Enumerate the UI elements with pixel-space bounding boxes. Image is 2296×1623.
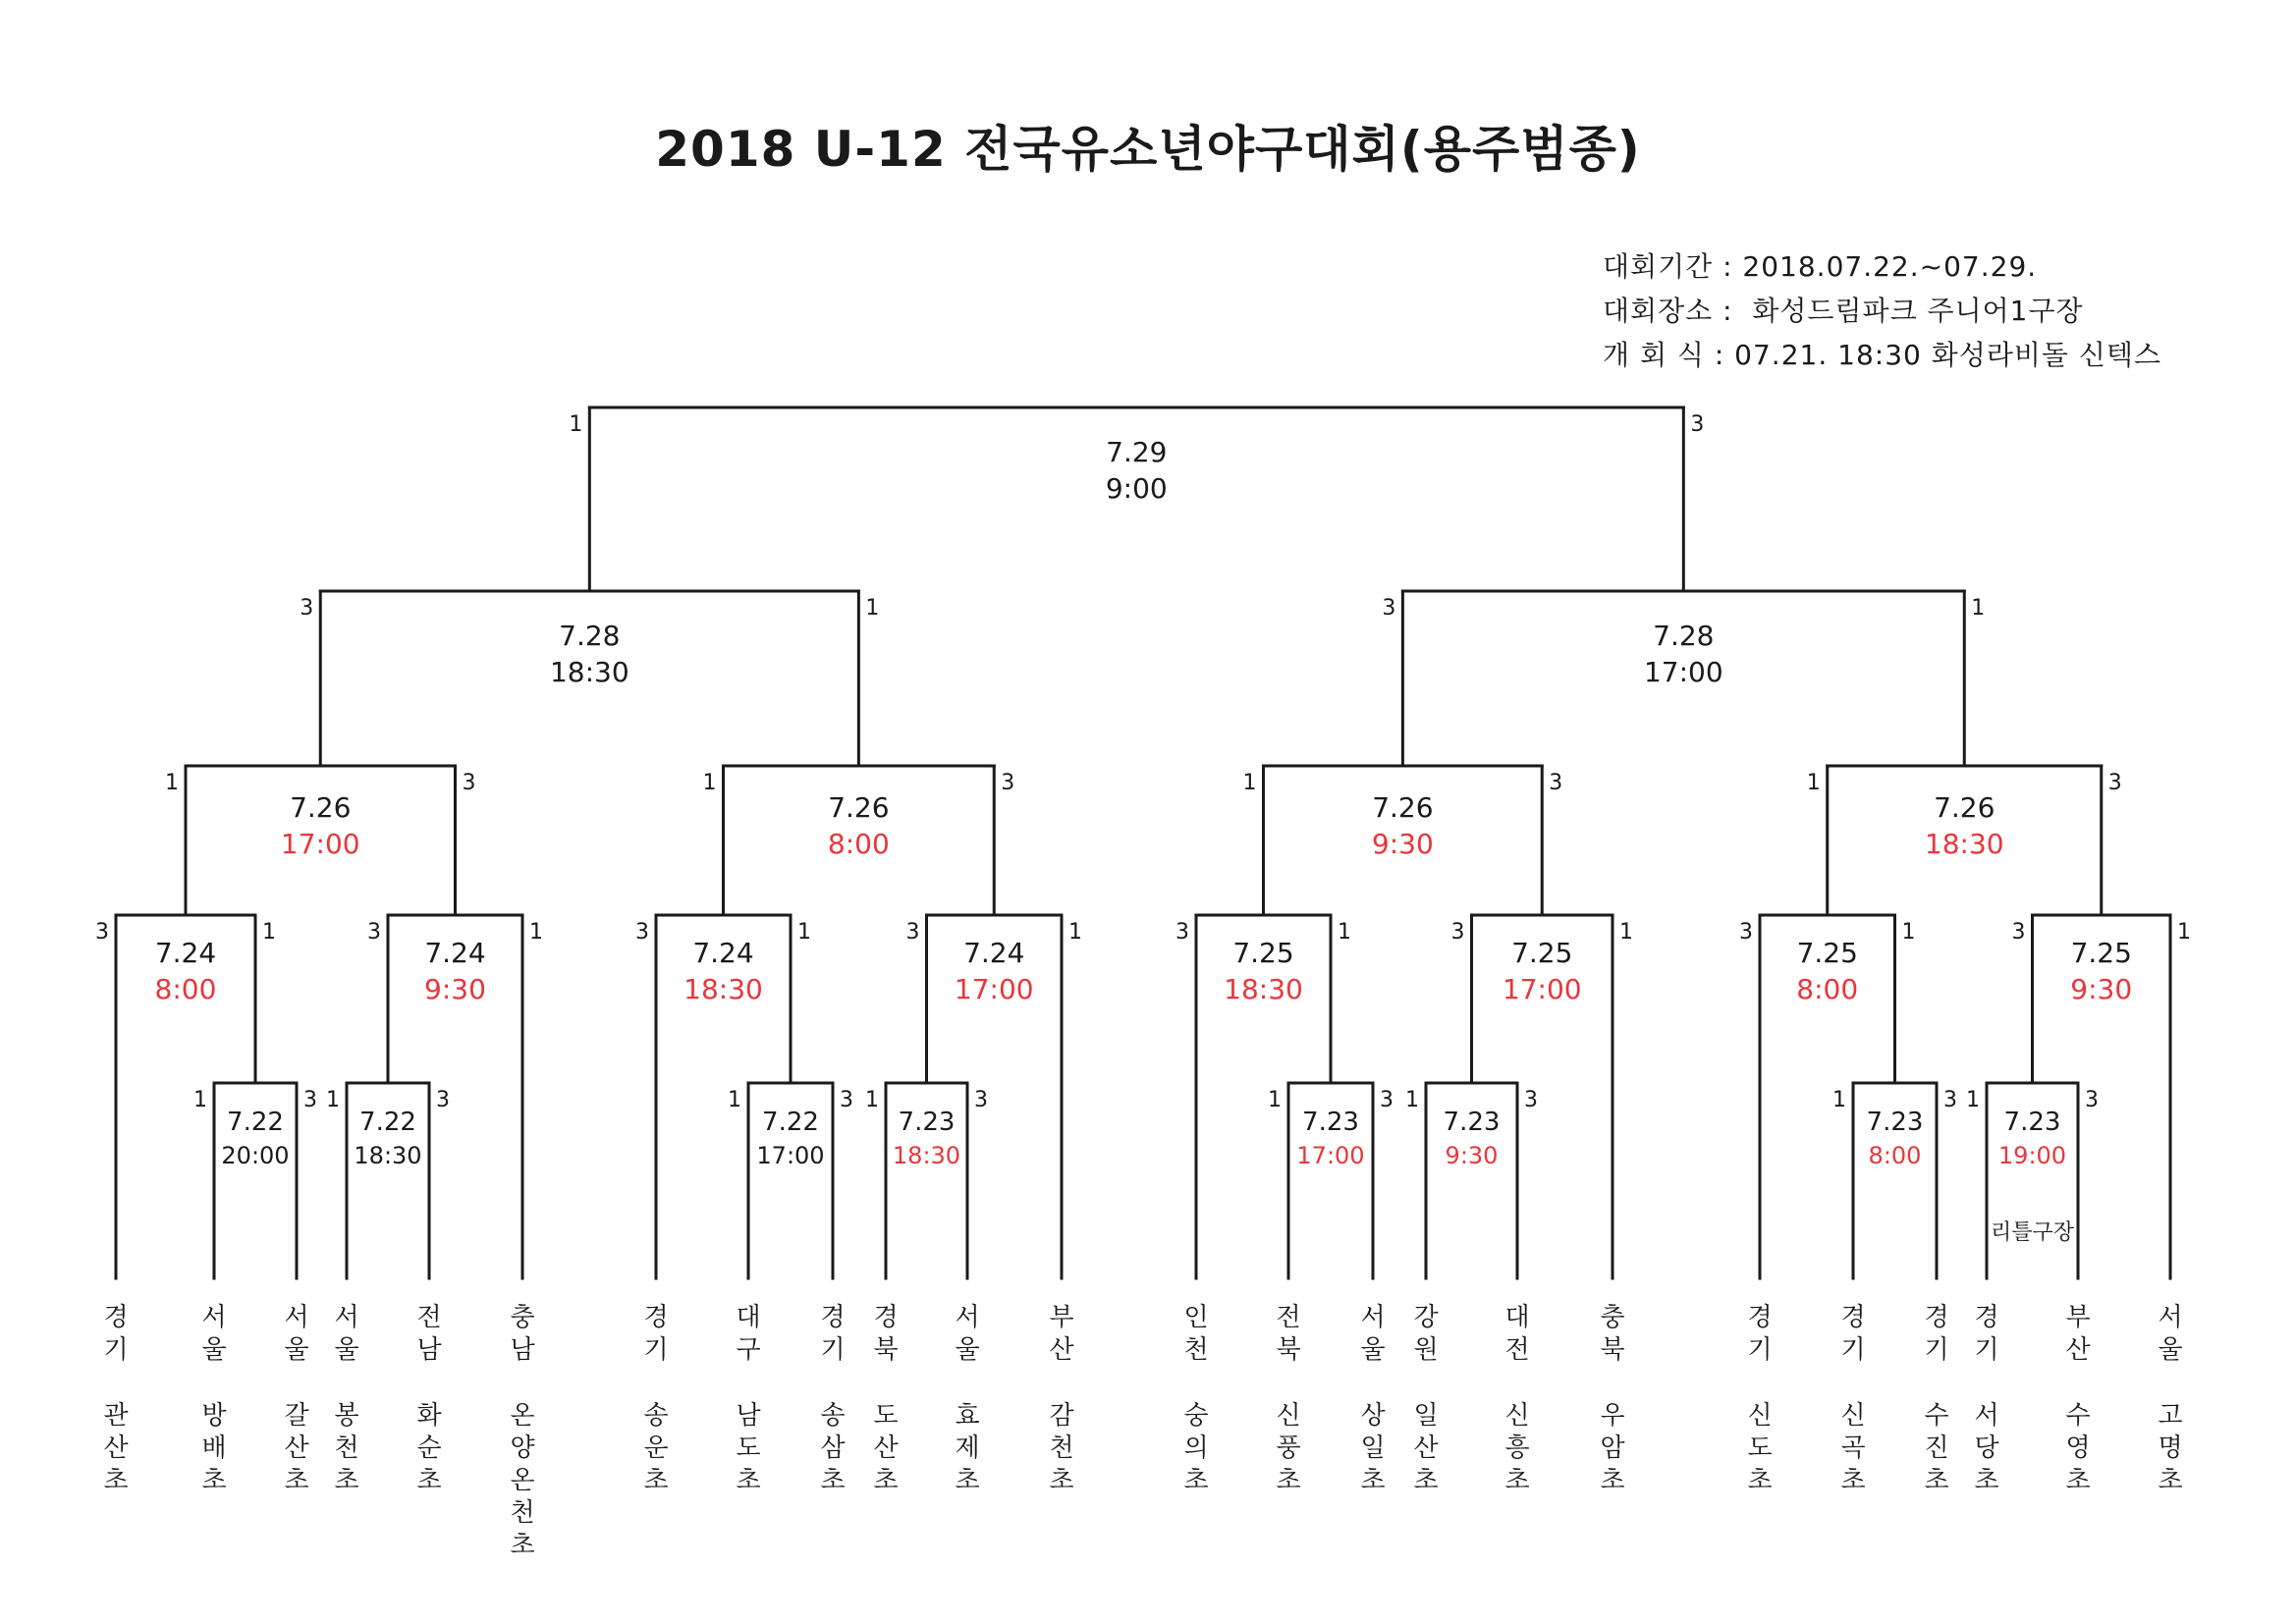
- score-left: 3: [635, 920, 649, 945]
- team-school: 산: [1413, 1434, 1439, 1463]
- score-right: 1: [1619, 920, 1633, 945]
- score-right: 1: [262, 920, 276, 945]
- team-school: 신: [1504, 1401, 1530, 1431]
- score-right: 3: [1001, 771, 1015, 795]
- match-date: 7.28: [1653, 620, 1715, 652]
- team-school: 송: [820, 1401, 846, 1431]
- team-region: 경: [820, 1303, 846, 1332]
- page-title: 2018 U-12 전국유소년야구대회(용주범종): [655, 121, 1641, 178]
- team-school: 감: [1049, 1401, 1074, 1431]
- score-left: 1: [1832, 1088, 1846, 1112]
- team-region: 산: [1049, 1335, 1074, 1365]
- score-right: 3: [2085, 1088, 2099, 1112]
- team-region: 대: [736, 1303, 761, 1332]
- team-school: 초: [201, 1466, 227, 1495]
- team-region: 경: [643, 1303, 669, 1332]
- team-school: 초: [643, 1466, 669, 1495]
- score-left: 1: [193, 1088, 207, 1112]
- team-school: 신: [1747, 1401, 1773, 1431]
- team-region: 기: [1840, 1335, 1866, 1365]
- score-right: 3: [2107, 771, 2122, 795]
- match-time: 9:30: [2070, 973, 2133, 1005]
- venue-note: 리틀구장: [1990, 1220, 2075, 1245]
- team-school: 도: [1747, 1434, 1773, 1463]
- score-right: 3: [1943, 1088, 1957, 1112]
- team-school: 초: [1360, 1466, 1386, 1495]
- team-region: 기: [1924, 1335, 1949, 1365]
- match-date: 7.22: [762, 1108, 819, 1137]
- match-time: 19:00: [1997, 1142, 2067, 1169]
- team-school: 초: [736, 1466, 761, 1495]
- match-date: 7.26: [290, 791, 352, 824]
- team-school: 천: [510, 1498, 535, 1528]
- match-time: 8:00: [1796, 973, 1859, 1005]
- team-school: 고: [2158, 1401, 2183, 1431]
- match-time: 20:00: [221, 1142, 290, 1169]
- score-right: 1: [2177, 920, 2191, 945]
- score-right: 3: [1690, 412, 1705, 437]
- score-right: 1: [1901, 920, 1916, 945]
- team-region: 천: [1183, 1335, 1209, 1365]
- opening-ceremony: 개 회 식 : 07.21. 18:30 화성라비돌 신텍스: [1603, 339, 2162, 371]
- match-time: 18:30: [892, 1142, 961, 1169]
- score-right: 1: [865, 596, 880, 621]
- team-school: 수: [2065, 1401, 2091, 1431]
- team-region: 울: [955, 1335, 980, 1365]
- match-date: 7.26: [1372, 791, 1434, 824]
- team-region: 전: [1504, 1335, 1530, 1365]
- team-region: 부: [1049, 1303, 1074, 1332]
- match-time: 8:00: [827, 828, 890, 860]
- score-left: 3: [905, 920, 920, 945]
- team-school: 방: [201, 1401, 227, 1431]
- team-region: 남: [510, 1335, 535, 1365]
- team-school: 초: [2158, 1466, 2183, 1495]
- team-region: 서: [284, 1303, 309, 1332]
- team-school: 초: [820, 1466, 846, 1495]
- score-left: 3: [300, 596, 314, 621]
- team-region: 남: [416, 1335, 442, 1365]
- team-region: 부: [2065, 1303, 2091, 1332]
- team-school: 일: [1413, 1401, 1439, 1431]
- team-school: 효: [955, 1401, 980, 1431]
- team-region: 울: [201, 1335, 227, 1365]
- score-left: 3: [95, 920, 109, 945]
- team-school: 초: [334, 1466, 359, 1495]
- team-school: 진: [1924, 1434, 1949, 1463]
- team-school: 도: [873, 1401, 899, 1431]
- match-date: 7.25: [2070, 937, 2132, 969]
- match-time: 18:30: [354, 1142, 422, 1169]
- match-time: 18:30: [549, 656, 629, 688]
- team-school: 초: [1049, 1466, 1074, 1495]
- match-date: 7.24: [424, 937, 486, 969]
- team-school: 신: [1840, 1401, 1866, 1431]
- team-school: 수: [1924, 1401, 1949, 1431]
- team-region: 울: [334, 1335, 359, 1365]
- team-school: 의: [1183, 1434, 1209, 1463]
- match-time: 17:00: [756, 1142, 825, 1169]
- team-school: 초: [284, 1466, 309, 1495]
- team-region: 경: [1974, 1303, 1999, 1332]
- team-school: 초: [1276, 1466, 1301, 1495]
- team-school: 천: [334, 1434, 359, 1463]
- team-region: 인: [1183, 1303, 1209, 1332]
- team-school: 초: [1840, 1466, 1866, 1495]
- match-time: 18:30: [1924, 828, 2004, 860]
- score-left: 1: [1405, 1088, 1419, 1112]
- match-time: 8:00: [154, 973, 217, 1005]
- team-school: 흥: [1504, 1434, 1530, 1463]
- team-school: 당: [1974, 1434, 1999, 1463]
- match-date: 7.25: [1796, 937, 1858, 969]
- score-left: 3: [1450, 920, 1465, 945]
- team-school: 배: [201, 1434, 227, 1463]
- match-date: 7.23: [1443, 1108, 1501, 1137]
- team-school: 곡: [1840, 1434, 1866, 1463]
- team-school: 송: [643, 1401, 669, 1431]
- team-school: 초: [1747, 1466, 1773, 1495]
- team-school: 초: [416, 1466, 442, 1495]
- score-right: 3: [436, 1088, 450, 1112]
- team-school: 일: [1360, 1434, 1386, 1463]
- team-school: 초: [873, 1466, 899, 1495]
- team-region: 기: [1974, 1335, 1999, 1365]
- match-time: 8:00: [1868, 1142, 1922, 1169]
- match-time: 17:00: [280, 828, 360, 860]
- team-region: 충: [510, 1303, 535, 1332]
- score-left: 3: [367, 920, 381, 945]
- team-school: 초: [1600, 1466, 1625, 1495]
- match-time: 9:30: [1445, 1142, 1499, 1169]
- team-school: 초: [1413, 1466, 1439, 1495]
- score-left: 1: [1242, 771, 1257, 795]
- score-left: 1: [326, 1088, 340, 1112]
- tournament-venue: 대회장소 : 화성드림파크 주니어1구장: [1603, 295, 2084, 327]
- team-region: 구: [736, 1335, 761, 1365]
- team-school: 영: [2065, 1434, 2091, 1463]
- team-region: 경: [873, 1303, 899, 1332]
- team-school: 삼: [820, 1434, 846, 1463]
- match-date: 7.22: [227, 1108, 284, 1137]
- match-time: 18:30: [683, 973, 763, 1005]
- team-school: 초: [103, 1466, 129, 1495]
- team-region: 북: [873, 1335, 899, 1365]
- team-school: 운: [643, 1434, 669, 1463]
- team-school: 초: [1974, 1466, 1999, 1495]
- team-region: 기: [1747, 1335, 1773, 1365]
- match-time: 17:00: [1296, 1142, 1365, 1169]
- score-left: 1: [165, 771, 179, 795]
- score-right: 3: [1380, 1088, 1394, 1112]
- team-school: 초: [1504, 1466, 1530, 1495]
- match-date: 7.24: [692, 937, 754, 969]
- team-region: 경: [103, 1303, 129, 1332]
- team-school: 도: [736, 1434, 761, 1463]
- team-school: 풍: [1276, 1434, 1301, 1463]
- team-region: 전: [1276, 1303, 1301, 1332]
- match-date: 7.24: [963, 937, 1025, 969]
- tournament-period: 대회기간 : 2018.07.22.~07.29.: [1603, 250, 2038, 283]
- team-region: 서: [955, 1303, 980, 1332]
- team-region: 기: [820, 1335, 846, 1365]
- team-region: 산: [2065, 1335, 2091, 1365]
- team-school: 초: [510, 1531, 535, 1560]
- team-region: 원: [1413, 1335, 1439, 1365]
- match-date: 7.23: [2003, 1108, 2061, 1137]
- team-region: 서: [334, 1303, 359, 1332]
- match-date: 7.25: [1511, 937, 1573, 969]
- score-right: 1: [529, 920, 543, 945]
- score-left: 1: [1806, 771, 1821, 795]
- team-school: 온: [510, 1401, 535, 1431]
- score-right: 1: [1338, 920, 1351, 945]
- team-school: 초: [955, 1466, 980, 1495]
- match-time: 18:30: [1224, 973, 1303, 1005]
- team-school: 순: [416, 1434, 442, 1463]
- team-region: 북: [1276, 1335, 1301, 1365]
- team-school: 남: [736, 1401, 761, 1431]
- match-date: 7.26: [828, 791, 890, 824]
- score-left: 3: [1175, 920, 1189, 945]
- score-right: 1: [1971, 596, 1986, 621]
- match-date: 7.23: [1302, 1108, 1359, 1137]
- team-school: 화: [416, 1401, 442, 1431]
- match-date: 7.25: [1232, 937, 1294, 969]
- team-school: 우: [1600, 1401, 1625, 1431]
- team-school: 관: [103, 1401, 129, 1431]
- score-right: 3: [462, 771, 476, 795]
- team-region: 서: [1360, 1303, 1386, 1332]
- team-school: 양: [510, 1434, 535, 1463]
- match-time: 9:30: [424, 973, 486, 1005]
- match-time: 9:30: [1371, 828, 1434, 860]
- team-school: 산: [873, 1434, 899, 1463]
- team-region: 북: [1600, 1335, 1625, 1365]
- team-school: 봉: [334, 1401, 359, 1431]
- score-right: 1: [797, 920, 811, 945]
- match-time: 17:00: [954, 973, 1034, 1005]
- team-school: 초: [1183, 1466, 1209, 1495]
- match-date: 7.24: [154, 937, 217, 969]
- match-date: 7.22: [359, 1108, 416, 1137]
- team-school: 숭: [1183, 1401, 1209, 1431]
- score-left: 1: [1966, 1088, 1980, 1112]
- team-school: 산: [103, 1434, 129, 1463]
- score-right: 3: [1524, 1088, 1538, 1112]
- match-date: 7.29: [1106, 436, 1168, 468]
- score-left: 1: [865, 1088, 879, 1112]
- score-left: 1: [702, 771, 717, 795]
- team-school: 산: [284, 1434, 309, 1463]
- score-left: 1: [1268, 1088, 1282, 1112]
- score-right: 3: [303, 1088, 317, 1112]
- score-left: 1: [569, 412, 583, 437]
- match-date: 7.23: [898, 1108, 956, 1137]
- team-region: 충: [1600, 1303, 1625, 1332]
- team-region: 경: [1924, 1303, 1949, 1332]
- team-school: 서: [1974, 1401, 1999, 1431]
- team-region: 울: [2158, 1335, 2183, 1365]
- team-region: 경: [1840, 1303, 1866, 1332]
- match-time: 9:00: [1105, 472, 1168, 505]
- team-school: 제: [955, 1434, 980, 1463]
- team-school: 갈: [284, 1401, 309, 1431]
- team-school: 신: [1276, 1401, 1301, 1431]
- team-school: 천: [1049, 1434, 1074, 1463]
- team-region: 울: [284, 1335, 309, 1365]
- score-right: 3: [1549, 771, 1563, 795]
- team-school: 암: [1600, 1434, 1625, 1463]
- team-region: 서: [2158, 1303, 2183, 1332]
- score-right: 3: [974, 1088, 988, 1112]
- match-date: 7.28: [559, 620, 621, 652]
- match-time: 17:00: [1643, 656, 1723, 688]
- team-region: 서: [201, 1303, 227, 1332]
- team-region: 기: [103, 1335, 129, 1365]
- team-region: 경: [1747, 1303, 1773, 1332]
- score-right: 3: [840, 1088, 853, 1112]
- team-school: 초: [2065, 1466, 2091, 1495]
- team-region: 기: [643, 1335, 669, 1365]
- team-region: 울: [1360, 1335, 1386, 1365]
- team-region: 대: [1504, 1303, 1530, 1332]
- team-school: 온: [510, 1466, 535, 1495]
- score-left: 3: [1382, 596, 1396, 621]
- score-left: 1: [728, 1088, 741, 1112]
- score-left: 3: [1739, 920, 1753, 945]
- match-time: 17:00: [1502, 973, 1582, 1005]
- score-left: 3: [2011, 920, 2026, 945]
- match-date: 7.26: [1934, 791, 1995, 824]
- team-region: 전: [416, 1303, 442, 1332]
- team-region: 강: [1413, 1303, 1439, 1332]
- match-date: 7.23: [1866, 1108, 1924, 1137]
- team-school: 상: [1360, 1401, 1386, 1431]
- team-school: 명: [2158, 1434, 2183, 1463]
- score-right: 1: [1068, 920, 1082, 945]
- team-school: 초: [1924, 1466, 1949, 1495]
